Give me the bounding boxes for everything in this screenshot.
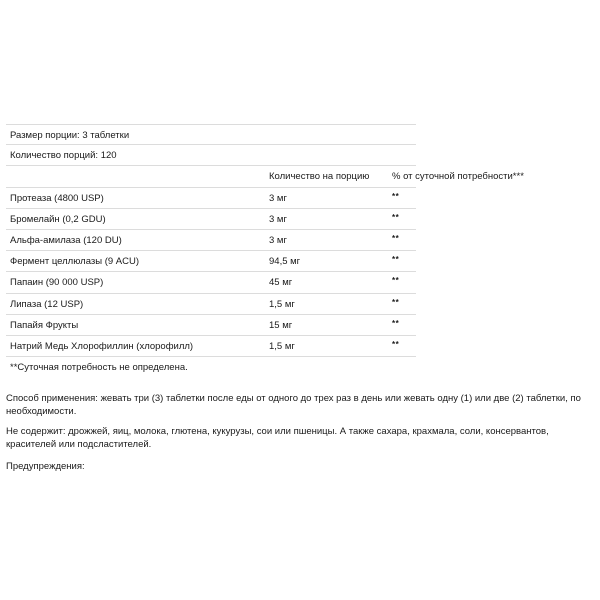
table-row [6, 230, 416, 251]
warnings-heading: Предупреждения: [6, 461, 85, 472]
ingredient-daily-value: ** [392, 339, 400, 349]
servings-per-container-row [6, 145, 416, 166]
ingredient-daily-value: ** [392, 276, 400, 286]
servings-per-container: Количество порций: 120 [10, 150, 117, 162]
ingredient-name: Липаза (12 USP) [10, 298, 84, 310]
ingredient-amount: 3 мг [269, 234, 287, 246]
table-row [6, 315, 416, 336]
ingredient-daily-value: ** [392, 318, 400, 328]
footnote-row [6, 357, 416, 378]
table-row [6, 251, 416, 272]
free-from-statement: Не содержит: дрожжей, яиц, молока, глютена, кукурузы, сои или пшеницы. А также сахара, крахмала, соли, консервантов, красителей или подсластителей. [6, 426, 549, 450]
ingredient-daily-value: ** [392, 255, 400, 265]
ingredient-name: Папаин (90 000 USP) [10, 277, 104, 289]
table-row [6, 188, 416, 209]
ingredient-name: Альфа-амилаза (120 DU) [10, 234, 122, 246]
ingredient-daily-value: ** [392, 191, 400, 201]
ingredient-amount: 45 мг [269, 277, 293, 289]
table-header-row [6, 166, 524, 187]
ingredient-name: Протеаза (4800 USP) [10, 192, 104, 204]
ingredient-name: Натрий Медь Хлорофиллин (хлорофилл) [10, 340, 194, 352]
ingredient-daily-value: ** [392, 212, 400, 222]
ingredient-amount: 3 мг [269, 192, 287, 204]
ingredient-amount: 1,5 мг [269, 298, 295, 310]
ingredient-name: Бромелайн (0,2 GDU) [10, 213, 106, 225]
table-row [6, 294, 416, 315]
serving-size-row [6, 124, 416, 145]
serving-size: Размер порции: 3 таблетки [10, 130, 130, 141]
table-row [6, 272, 416, 293]
ingredient-amount: 3 мг [269, 213, 287, 225]
daily-value-header: % от суточной потребности*** [392, 171, 524, 183]
ingredient-amount: 15 мг [269, 319, 293, 331]
usage-directions: Способ применения: жевать три (3) таблетки после еды от одного до трех раз в день или жевать одну (1) или две (2) таблетки, по необходимости. [6, 393, 581, 417]
ingredient-amount: 1,5 мг [269, 340, 295, 352]
amount-per-serving-header: Количество на порцию [269, 171, 370, 183]
supplement-facts-table [6, 124, 524, 378]
ingredient-name: Папайя Фрукты [10, 319, 79, 331]
ingredient-daily-value: ** [392, 297, 400, 307]
ingredient-name: Фермент целлюлазы (9 ACU) [10, 256, 139, 268]
table-row [6, 336, 416, 357]
ingredient-amount: 94,5 мг [269, 256, 301, 268]
ingredient-daily-value: ** [392, 233, 400, 243]
daily-value-footnote: **Суточная потребность не определена. [10, 362, 188, 374]
table-row [6, 209, 416, 230]
